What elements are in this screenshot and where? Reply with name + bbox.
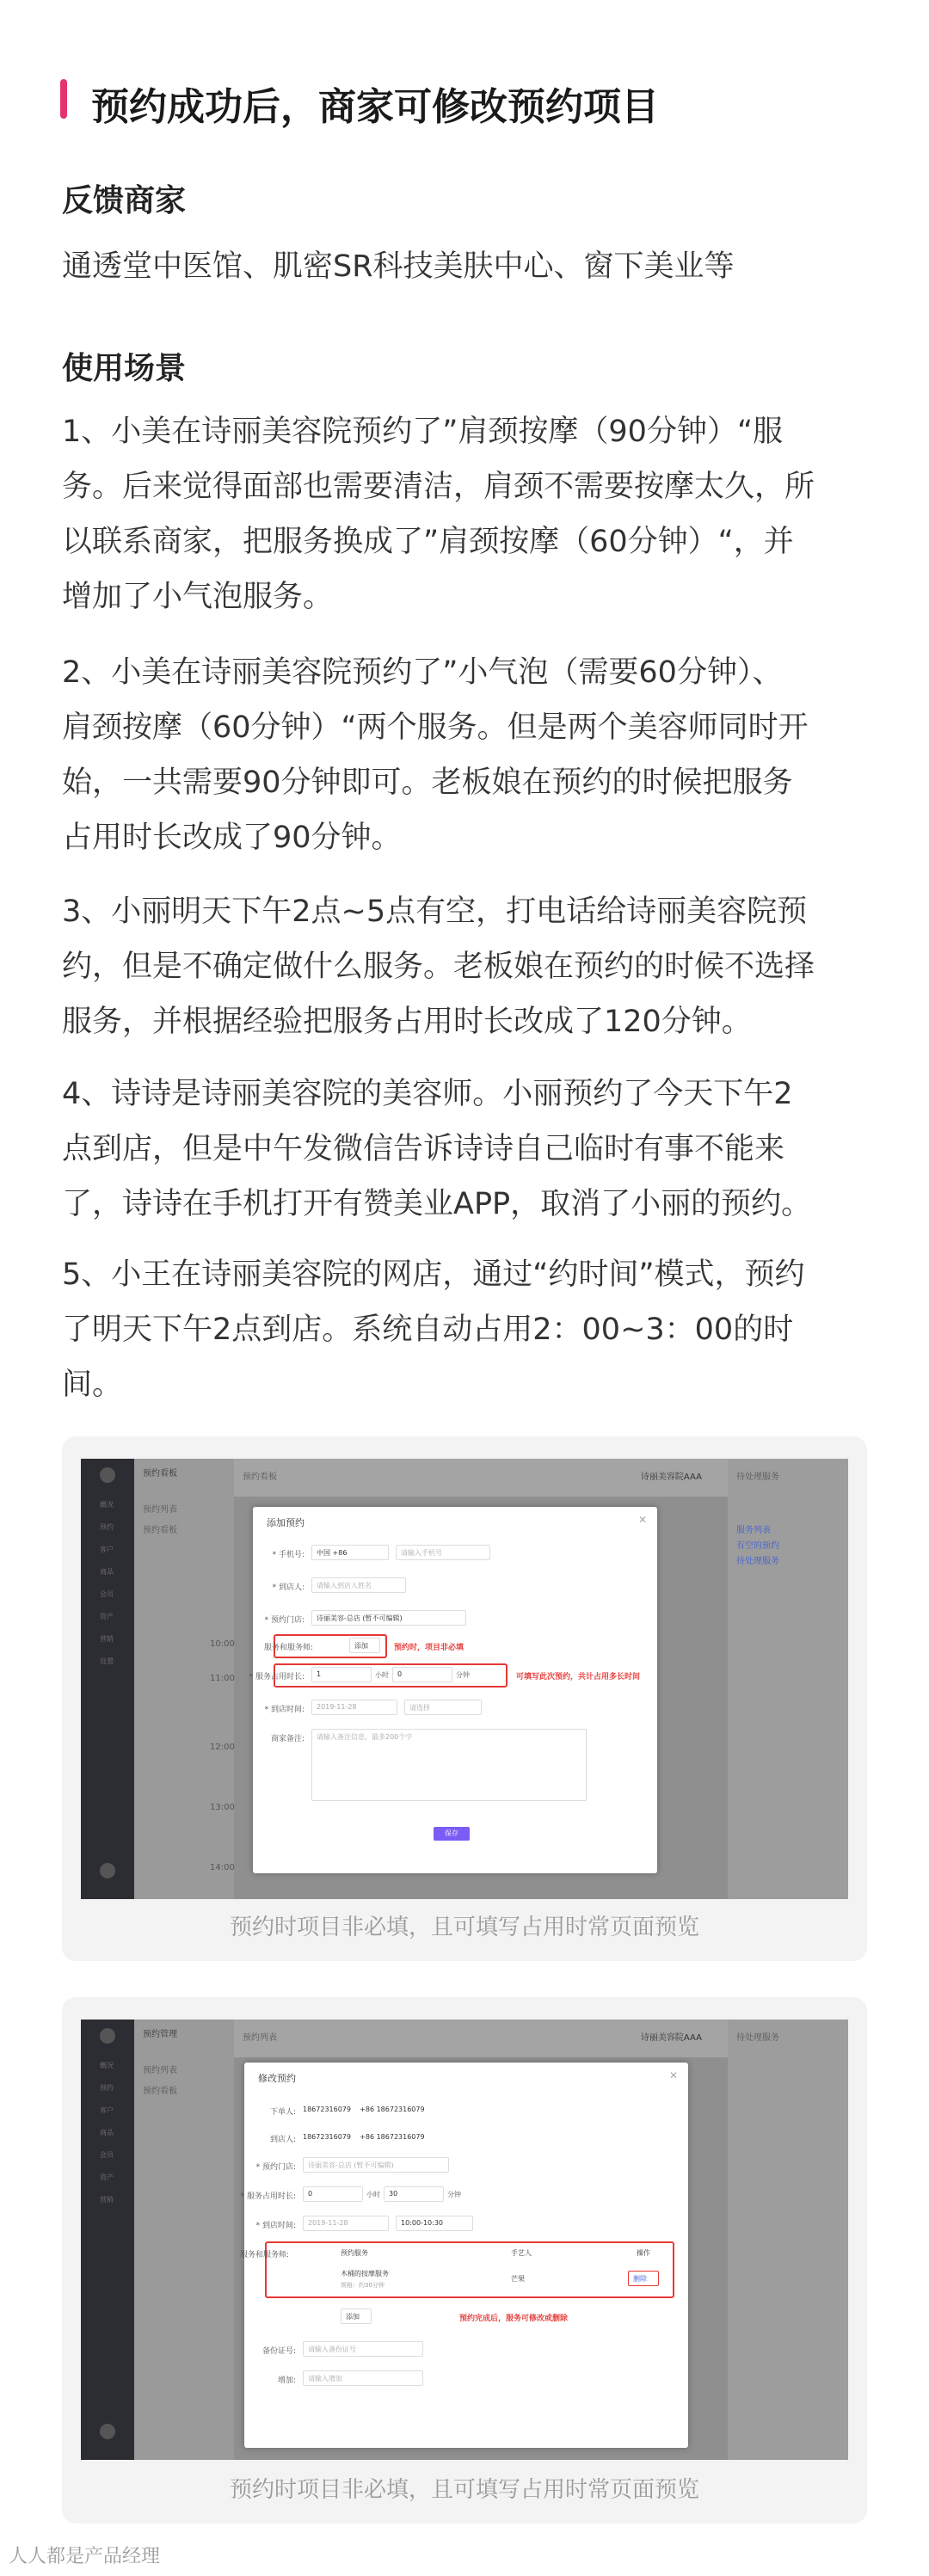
hours-input[interactable]: 0 <box>303 2186 363 2202</box>
time-label: * 到店时间: <box>264 1706 305 1714</box>
visitor-value: 18672316079 +86 18672316079 <box>303 2133 425 2141</box>
close-icon[interactable]: ✕ <box>668 2069 678 2081</box>
side-item[interactable]: 资产 <box>100 1613 114 1620</box>
side-item[interactable]: 概况 <box>100 2062 114 2069</box>
modal-title: 添加预约 <box>267 1517 305 1528</box>
page-title: 预约成功后，商家可修改预约项目 <box>91 85 659 129</box>
right-link[interactable]: 有空的预约 <box>736 1541 779 1551</box>
extra-label: 增加: <box>277 2376 296 2385</box>
scene-2: 2、小美在诗丽美容院预约了”小气泡（需要60分钟）、 肩颈按摩（60分钟）“两个服务。但是两个美容师同时开 始，一共需要90分钟即可。老板娘在预约的时候把服务 占用时长改成了90分钟。 <box>62 655 809 855</box>
sub-nav-item[interactable]: 预约列表 <box>143 2066 177 2075</box>
col-staff: 手艺人 <box>511 2249 532 2257</box>
hours-unit: 小时 <box>375 1671 389 1679</box>
side-item[interactable]: 会员 <box>100 2151 114 2159</box>
store-select: 诗丽美容-总店 (暂不可编辑) <box>303 2157 449 2173</box>
logo-icon <box>100 1467 115 1483</box>
duration-label: * 服务占用时长: <box>240 2192 296 2201</box>
orderer-value: 18672316079 +86 18672316079 <box>303 2106 425 2113</box>
store-label: * 预约门店: <box>264 1616 305 1625</box>
country-select[interactable]: 中国 +86 <box>311 1545 389 1560</box>
annotation-optional: 预约时，项目非必填 <box>394 1644 464 1652</box>
screenshot-caption: 预约时项目非必填，且可填写占用时常页面预览 <box>229 2477 699 2503</box>
minutes-input[interactable]: 0 <box>392 1667 452 1682</box>
sub-nav-title: 预约管理 <box>143 2030 177 2039</box>
side-item[interactable]: 资产 <box>100 2173 114 2181</box>
row-staff[interactable]: 芒果 <box>511 2275 525 2283</box>
time-slot: 12:00 <box>210 1743 235 1752</box>
minutes-unit: 分钟 <box>447 2191 461 2198</box>
col-service: 预约服务 <box>341 2249 368 2257</box>
store-name[interactable]: 诗丽美容院AAA <box>640 2033 702 2043</box>
store-select[interactable]: 诗丽美容-总店 (暂不可编辑) <box>311 1610 466 1626</box>
side-item[interactable]: 客户 <box>100 1546 114 1553</box>
store-name[interactable]: 诗丽美容院AAA <box>640 1472 702 1482</box>
add-service-button[interactable]: 添加 <box>349 1638 380 1653</box>
side-item[interactable]: 商品 <box>100 2129 114 2136</box>
avatar[interactable] <box>100 2424 115 2439</box>
side-item[interactable]: 营销 <box>100 1635 114 1643</box>
side-item[interactable]: 预约 <box>100 1523 114 1531</box>
col-action: 操作 <box>637 2249 650 2257</box>
time-select[interactable]: 请选择 <box>404 1700 482 1715</box>
visitor-label: 到店人: <box>269 2136 296 2144</box>
right-link[interactable]: 待处理服务 <box>736 1557 779 1566</box>
name-input[interactable]: 请输入到店人姓名 <box>311 1577 406 1593</box>
side-item[interactable]: 概况 <box>100 1501 114 1509</box>
row-service[interactable]: 木桶的按摩服务 <box>341 2270 389 2278</box>
phone-label: * 手机号: <box>272 1551 305 1559</box>
time-label: * 到店时间: <box>255 2222 296 2230</box>
delete-service-button[interactable]: 删除 <box>628 2271 659 2286</box>
store-label: * 预约门店: <box>255 2163 296 2172</box>
edit-booking-screenshot <box>81 2020 848 2460</box>
avatar[interactable] <box>100 1863 115 1878</box>
scenes-heading: 使用场景 <box>62 351 187 386</box>
phone-input[interactable]: 请输入手机号 <box>396 1545 490 1560</box>
sub-nav <box>134 2020 234 2460</box>
scene-3: 3、小丽明天下午2点~5点有空，打电话给诗丽美容院预 约，但是不确定做什么服务。老板娘在预约的时候不选择 服务，并根据经验把服务占用时长改成了120分钟。 <box>62 895 815 1039</box>
save-button[interactable]: 保存 <box>434 1827 470 1841</box>
time-slot: 14:00 <box>210 1863 235 1872</box>
extra-input[interactable]: 请输入增加 <box>303 2370 423 2386</box>
logo-icon <box>100 2028 115 2044</box>
top-title: 预约看板 <box>243 1472 277 1482</box>
right-panel-title: 待处理服务 <box>736 2033 779 2043</box>
service-highlight-box <box>265 2241 674 2298</box>
add-booking-screenshot <box>81 1459 848 1899</box>
screenshot-caption: 预约时项目非必填，且可填写占用时常页面预览 <box>229 1915 699 1940</box>
minutes-unit: 分钟 <box>456 1671 470 1679</box>
service-label: 服务和服务师: <box>263 1644 313 1652</box>
sub-nav-item[interactable]: 预约看板 <box>143 2087 177 2096</box>
top-title: 预约列表 <box>243 2033 277 2043</box>
minutes-input[interactable]: 30 <box>384 2186 444 2202</box>
feedback-text: 通透堂中医馆、肌密SR科技美肤中心、窗下美业等 <box>62 249 735 284</box>
right-panel-title: 待处理服务 <box>736 1472 779 1482</box>
screenshot-card-edit <box>62 1997 867 2524</box>
add-service-button[interactable]: 添加 <box>341 2309 372 2324</box>
annotation-duration: 可填写此次预约，共计占用多长时间 <box>516 1673 641 1681</box>
scene-5: 5、小王在诗丽美容院的网店，通过“约时间”模式，预约 了明天下午2点到店。系统自动占用2：00~3：00的时 间。 <box>62 1257 805 1402</box>
sub-nav-title: 预约看板 <box>143 1469 177 1479</box>
id-label: 备份证号: <box>261 2347 296 2356</box>
row-service-spec: 规格：约30分钟 <box>341 2282 385 2289</box>
time-select[interactable]: 10:00-10:30 <box>396 2216 473 2231</box>
side-item[interactable]: 会员 <box>100 1590 114 1598</box>
duration-highlight-box <box>274 1663 508 1688</box>
time-slot: 13:00 <box>210 1803 235 1812</box>
orderer-label: 下单人: <box>269 2108 296 2117</box>
screenshot-card-add <box>62 1436 867 1961</box>
remark-textarea[interactable]: 请输入备注信息，最多200个字 <box>311 1729 587 1801</box>
edit-booking-modal <box>239 2063 688 2448</box>
annotation-editable: 预约完成后，服务可修改或删除 <box>459 2315 569 2323</box>
time-slot: 11:00 <box>210 1674 235 1683</box>
hours-unit: 小时 <box>366 2191 380 2198</box>
right-link[interactable]: 服务列表 <box>736 1526 771 1535</box>
service-label: 服务和服务师: <box>239 2251 289 2259</box>
date-input[interactable]: 2019-11-28 <box>311 1700 397 1715</box>
add-booking-modal <box>249 1507 657 1873</box>
sub-nav-item[interactable]: 预约看板 <box>143 1526 177 1535</box>
time-slot: 10:00 <box>210 1639 235 1649</box>
feedback-heading: 反馈商家 <box>62 183 187 218</box>
app-sidebar <box>81 2020 134 2460</box>
remark-label: 商家备注: <box>270 1735 305 1743</box>
scene-4: 4、诗诗是诗丽美容院的美容师。小丽预约了今天下午2 点到店，但是中午发微信告诉诗诗自己临时有事不能来 了，诗诗在手机打开有赞美业APP，取消了小丽的预约。 <box>62 1077 812 1221</box>
side-item[interactable]: 商品 <box>100 1568 114 1576</box>
scene-1: 1、小美在诗丽美容院预约了”肩颈按摩（90分钟）“服 务。后来觉得面部也需要清洁，肩颈不需要按摩太久，所 以联系商家，把服务换成了”肩颈按摩（60分钟）“，并 增加了小气泡服务。 <box>62 415 815 614</box>
date-input[interactable]: 2019-11-28 <box>303 2216 389 2231</box>
modal-title: 修改预约 <box>258 2073 296 2084</box>
app-sidebar <box>81 1459 134 1899</box>
id-input[interactable]: 请输入备份证号 <box>303 2341 423 2357</box>
side-item[interactable]: 预约 <box>100 2084 114 2092</box>
side-item[interactable]: 客户 <box>100 2106 114 2114</box>
right-panel <box>728 1459 848 1899</box>
side-item[interactable]: 营销 <box>100 2196 114 2204</box>
right-panel <box>728 2020 848 2460</box>
hours-input[interactable]: 1 <box>311 1667 372 1682</box>
sub-nav-item[interactable]: 预约列表 <box>143 1505 177 1515</box>
watermark: 人人都是产品经理 <box>9 2546 161 2567</box>
name-label: * 到店人: <box>272 1583 305 1592</box>
duration-label: * 服务占用时长: <box>249 1673 305 1681</box>
side-item[interactable]: 设置 <box>100 1657 114 1665</box>
close-icon[interactable]: ✕ <box>637 1514 647 1526</box>
